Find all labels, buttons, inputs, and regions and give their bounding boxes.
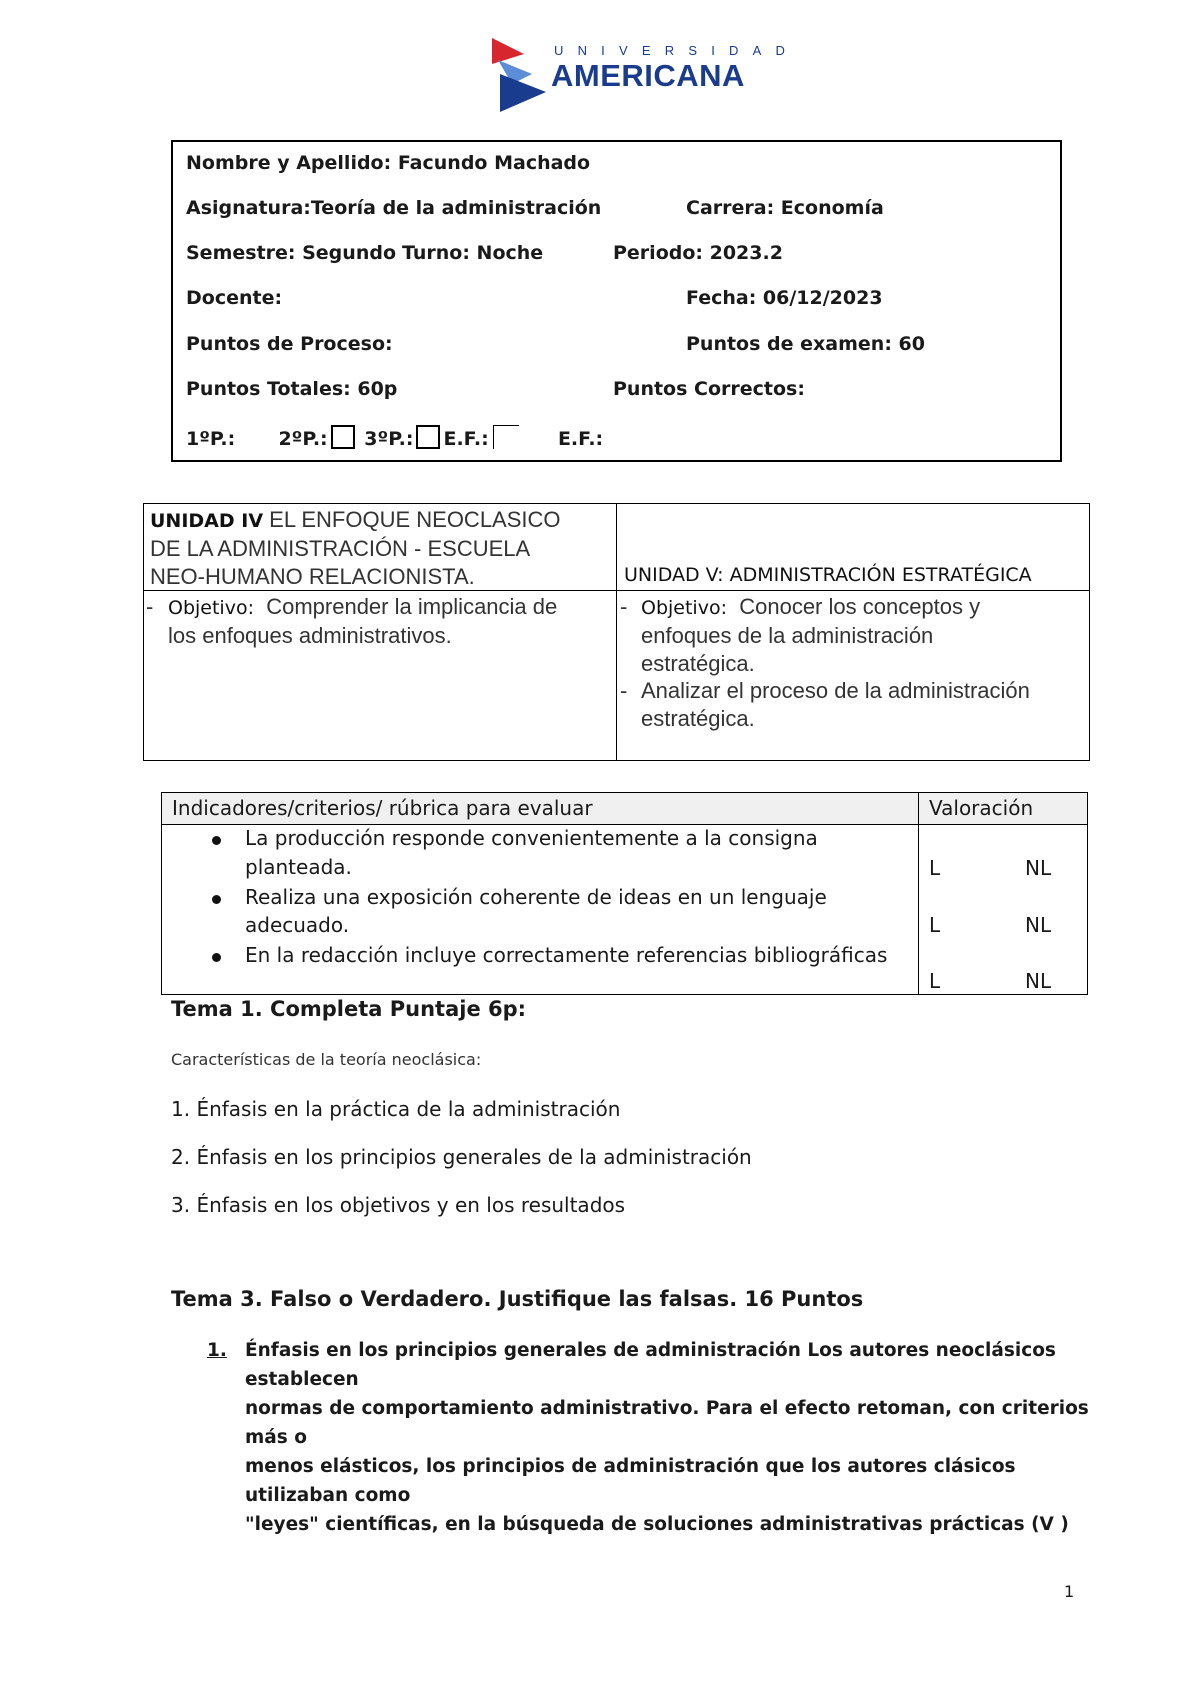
puntos-totales-field: Puntos Totales: 60p	[186, 378, 398, 400]
criteria-item-3-line1: En la redacción incluye correctamente referencias bibliográficas	[245, 943, 888, 967]
ef-checkbox[interactable]	[493, 425, 519, 449]
docente-field: Docente:	[186, 287, 283, 309]
unit4-title: UNIDAD IV EL ENFOQUE NEOCLASICO DE LA ADMINISTRACIÓN - ESCUELA NEO-HUMANO RELACIONISTA.	[150, 507, 561, 589]
unit4-objective: Objetivo: Comprender la implicancia de los enfoques administrativos.	[168, 594, 558, 648]
p1-label: 1ºP.:	[186, 428, 236, 450]
puntos-examen-field: Puntos de examen: 60	[686, 333, 925, 355]
unit4-dash: -	[146, 594, 154, 619]
fecha-field: Fecha: 06/12/2023	[686, 287, 883, 309]
rating-nl-3: NL	[1025, 969, 1052, 993]
unit4-bold-label: UNIDAD IV	[150, 510, 264, 532]
criteria-item-1-line1: La producción responde convenientemente a la consigna	[245, 826, 818, 850]
puntos-proceso-field: Puntos de Proceso:	[186, 333, 393, 355]
tema1-item-1: 1. Énfasis en la práctica de la administración	[171, 1097, 621, 1121]
bullet-icon	[212, 836, 221, 845]
tema3-question-1: Énfasis en los principios generales de administración Los autores neoclásicos establecen normas de comportamiento administrativo. Para el efecto retoman, con criterios más o menos elásticos, los principios de administración que los autores clásicos utilizaban como "leyes" científicas, en la búsqueda de soluciones administrativas prácticas (V )	[245, 1340, 1089, 1535]
carrera-field: Carrera: Economía	[686, 197, 884, 219]
tema1-title: Tema 1. Completa Puntaje 6p:	[171, 997, 527, 1021]
unit5-title: UNIDAD V: ADMINISTRACIÓN ESTRATÉGICA	[624, 564, 1032, 586]
criteria-item-1-line2: planteada.	[245, 855, 352, 879]
asignatura-field: Asignatura:Teoría de la administración	[186, 197, 602, 219]
university-logo	[488, 34, 800, 114]
rating-nl-1: NL	[1025, 856, 1052, 880]
tema1-item-3: 3. Énfasis en los objetivos y en los resultados	[171, 1193, 626, 1217]
puntos-correctos-field: Puntos Correctos:	[613, 378, 805, 400]
p2-checkbox[interactable]	[331, 425, 355, 449]
tema3-title: Tema 3. Falso o Verdadero. Justifique las falsas. 16 Puntos	[171, 1287, 864, 1311]
criteria-header: Indicadores/criterios/ rúbrica para evaluar	[172, 796, 593, 820]
bullet-icon	[212, 953, 221, 962]
bullet-icon	[212, 895, 221, 904]
periodo-field: Periodo: 2023.2	[613, 242, 783, 264]
student-info-box	[171, 140, 1062, 462]
p2-label: 2ºP.:	[278, 428, 328, 450]
page-number: 1	[1064, 1582, 1075, 1601]
unit5-dash-1: -	[620, 594, 628, 619]
valoracion-header: Valoración	[929, 796, 1034, 820]
criteria-table	[161, 792, 1088, 995]
tema3-question-number: 1.	[207, 1340, 227, 1361]
logo-main-text: AMERICANA	[551, 58, 745, 93]
units-table	[143, 503, 1090, 761]
criteria-item-2-line1: Realiza una exposición coherente de ideas en un lenguaje	[245, 885, 827, 909]
turno-field: Turno: Noche	[402, 242, 544, 264]
semestre-field: Semestre: Segundo	[186, 242, 396, 264]
p3-label: 3ºP.:	[364, 428, 414, 450]
criteria-item-2-line2: adecuado.	[245, 913, 350, 937]
rating-nl-2: NL	[1025, 913, 1052, 937]
logo-top-text: UNIVERSIDAD	[554, 43, 800, 58]
rating-l-3: L	[929, 969, 941, 993]
unit5-objective-2: Analizar el proceso de la administración estratégica.	[641, 678, 1030, 731]
unit5-objective: Objetivo: Conocer los conceptos y enfoques de la administración estratégica.	[641, 594, 981, 676]
nombre-field: Nombre y Apellido: Facundo Machado	[186, 152, 591, 174]
ef1-label: E.F.:	[443, 428, 489, 450]
rating-l-2: L	[929, 913, 941, 937]
partial-checks-row	[186, 425, 603, 450]
unit5-dash-2: -	[620, 678, 628, 703]
tema1-subtitle: Características de la teoría neoclásica:	[171, 1050, 482, 1069]
p3-checkbox[interactable]	[416, 425, 440, 449]
logo-mark-icon	[488, 34, 550, 114]
rating-l-1: L	[929, 856, 941, 880]
tema1-item-2: 2. Énfasis en los principios generales de la administración	[171, 1145, 752, 1169]
ef2-label: E.F.:	[557, 428, 604, 450]
